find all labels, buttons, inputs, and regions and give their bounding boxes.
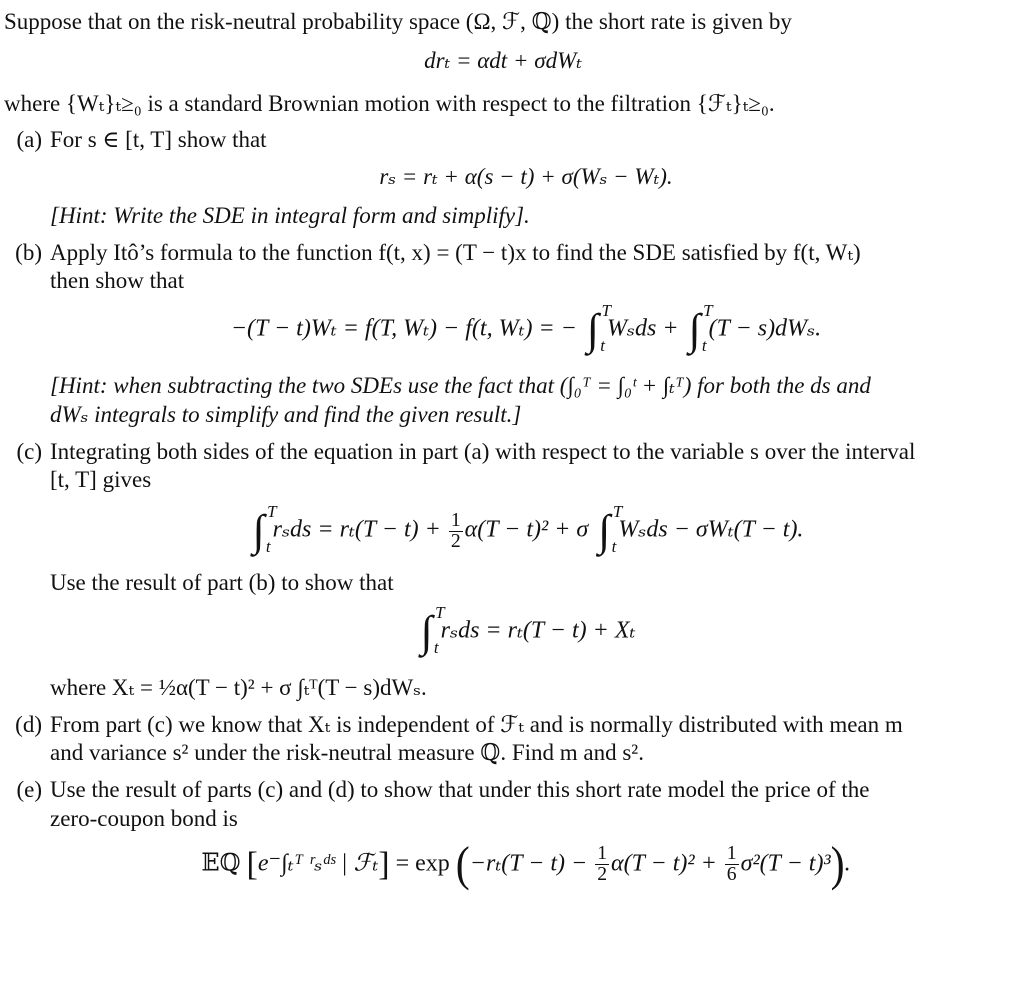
left-paren: ( (455, 838, 470, 891)
part-e (4, 776, 1002, 891)
part-c-eq1-b: α(T − t)² + σ (464, 516, 589, 543)
integral-sign: ∫ T t (420, 602, 445, 657)
part-b (4, 239, 1002, 430)
fraction-sixth: $\frac{1}{6}$ (726, 842, 737, 885)
part-b-text-2: then show that (50, 268, 185, 294)
discount-factor: e⁻∫ₜᵀ ʳₛᵈˢ | ℱₜ (257, 850, 379, 877)
bond-eq-a: −rₜ(T − t) − (469, 850, 588, 877)
left-bracket: [ (246, 845, 258, 883)
part-b-eq-left: −(T − t)Wₜ = f(T, Wₜ) − f(t, Wₜ) = − (230, 315, 577, 342)
right-bracket: ] (378, 845, 390, 883)
integral-sign: ∫ T t (598, 502, 623, 556)
integral-sign: ∫ T t (252, 502, 277, 556)
part-c-eq2: rₛds = rₜ(T − t) + Xₜ (440, 617, 636, 644)
part-c-equation-2 (50, 602, 1002, 657)
part-b-equation (50, 301, 1002, 355)
part-b-eq-mid: Wₛds + (606, 315, 679, 342)
problem-parts (4, 126, 1002, 891)
part-c-eq1-a: rₛds = rₜ(T − t) + (272, 516, 441, 543)
integral-sign: ∫ T t (586, 301, 611, 355)
part-d-body (50, 711, 1002, 769)
part-a-hint: [Hint: Write the SDE in integral form and simplify]. (50, 202, 530, 228)
part-a-body (50, 126, 1002, 230)
part-d (4, 711, 1002, 769)
part-a-label: (a) (16, 127, 42, 153)
part-c-eq1-c: Wₛds − σWₜ(T − t). (618, 516, 804, 543)
fraction-half: $\frac{1}{2}$ (450, 508, 461, 552)
part-e-label: (e) (16, 777, 42, 802)
part-d-text-2: and variance s² under the risk-neutral measure ℚ. Find m and s². (50, 740, 644, 766)
part-a-equation: rₛ = rₜ + α(s − t) + σ(Wₛ − Wₜ). (379, 164, 673, 189)
part-c-text-3: Use the result of part (b) to show that (50, 570, 394, 595)
exp-equals: = exp (395, 850, 450, 877)
part-c (4, 438, 1002, 703)
fraction-half: $\frac{1}{2}$ (597, 842, 608, 885)
bond-eq-b: α(T − t)² + (611, 850, 717, 877)
part-d-label: (d) (15, 711, 42, 737)
expectation-operator: 𝔼ℚ (201, 850, 241, 877)
part-c-label: (c) (16, 438, 42, 464)
bond-price-equation (50, 838, 1002, 891)
part-a-text: For s ∈ [t, T] show that (50, 127, 267, 153)
part-b-eq-right: (T − s)dWₛ. (708, 315, 822, 342)
part-b-body (50, 239, 1002, 430)
part-c-equation-1 (50, 502, 1002, 556)
bond-eq-c: σ²(T − t)³ (740, 850, 831, 877)
part-b-hint-2: dWₛ integrals to simplify and find the given result.] (50, 401, 522, 427)
part-a (4, 126, 1002, 230)
intro-line-2: where {Wₜ}ₜ≥₀ is a standard Brownian motion with respect to the filtration {ℱₜ}ₜ≥₀. (4, 90, 775, 116)
part-b-hint-1: [Hint: when subtracting the two SDEs use the fact that (∫₀ᵀ = ∫₀ᵗ + ∫ₜᵀ) for both the ds and (50, 373, 871, 398)
part-e-text-1: Use the result of parts (c) and (d) to show that under this short rate model the price of the (50, 777, 870, 802)
part-b-text-1: Apply Itô’s formula to the function f(t, x) = (T − t)x to find the SDE satisfied by f(t, Wₜ) (50, 239, 861, 265)
integral-sign: ∫ T t (688, 301, 713, 355)
bond-eq-end: . (844, 850, 851, 877)
part-c-text-1: Integrating both sides of the equation in part (a) with respect to the variable s over the interval (50, 438, 916, 464)
part-d-text-1: From part (c) we know that Xₜ is independent of ℱₜ and is normally distributed with mean m (50, 711, 903, 737)
part-e-text-2: zero-coupon bond is (50, 805, 238, 831)
part-c-text-4: where Xₜ = ½α(T − t)² + σ ∫ₜᵀ(T − s)dWₛ. (50, 674, 427, 700)
part-b-label: (b) (15, 239, 42, 265)
part-e-body (50, 776, 1002, 891)
short-rate-sde: drₜ = αdt + σdWₜ (424, 47, 582, 73)
part-c-body (50, 438, 1002, 703)
right-paren: ) (830, 838, 845, 891)
intro-line-1: Suppose that on the risk-neutral probability space (Ω, ℱ, ℚ) the short rate is given by (4, 9, 792, 34)
part-c-text-2: [t, T] gives (50, 467, 152, 493)
